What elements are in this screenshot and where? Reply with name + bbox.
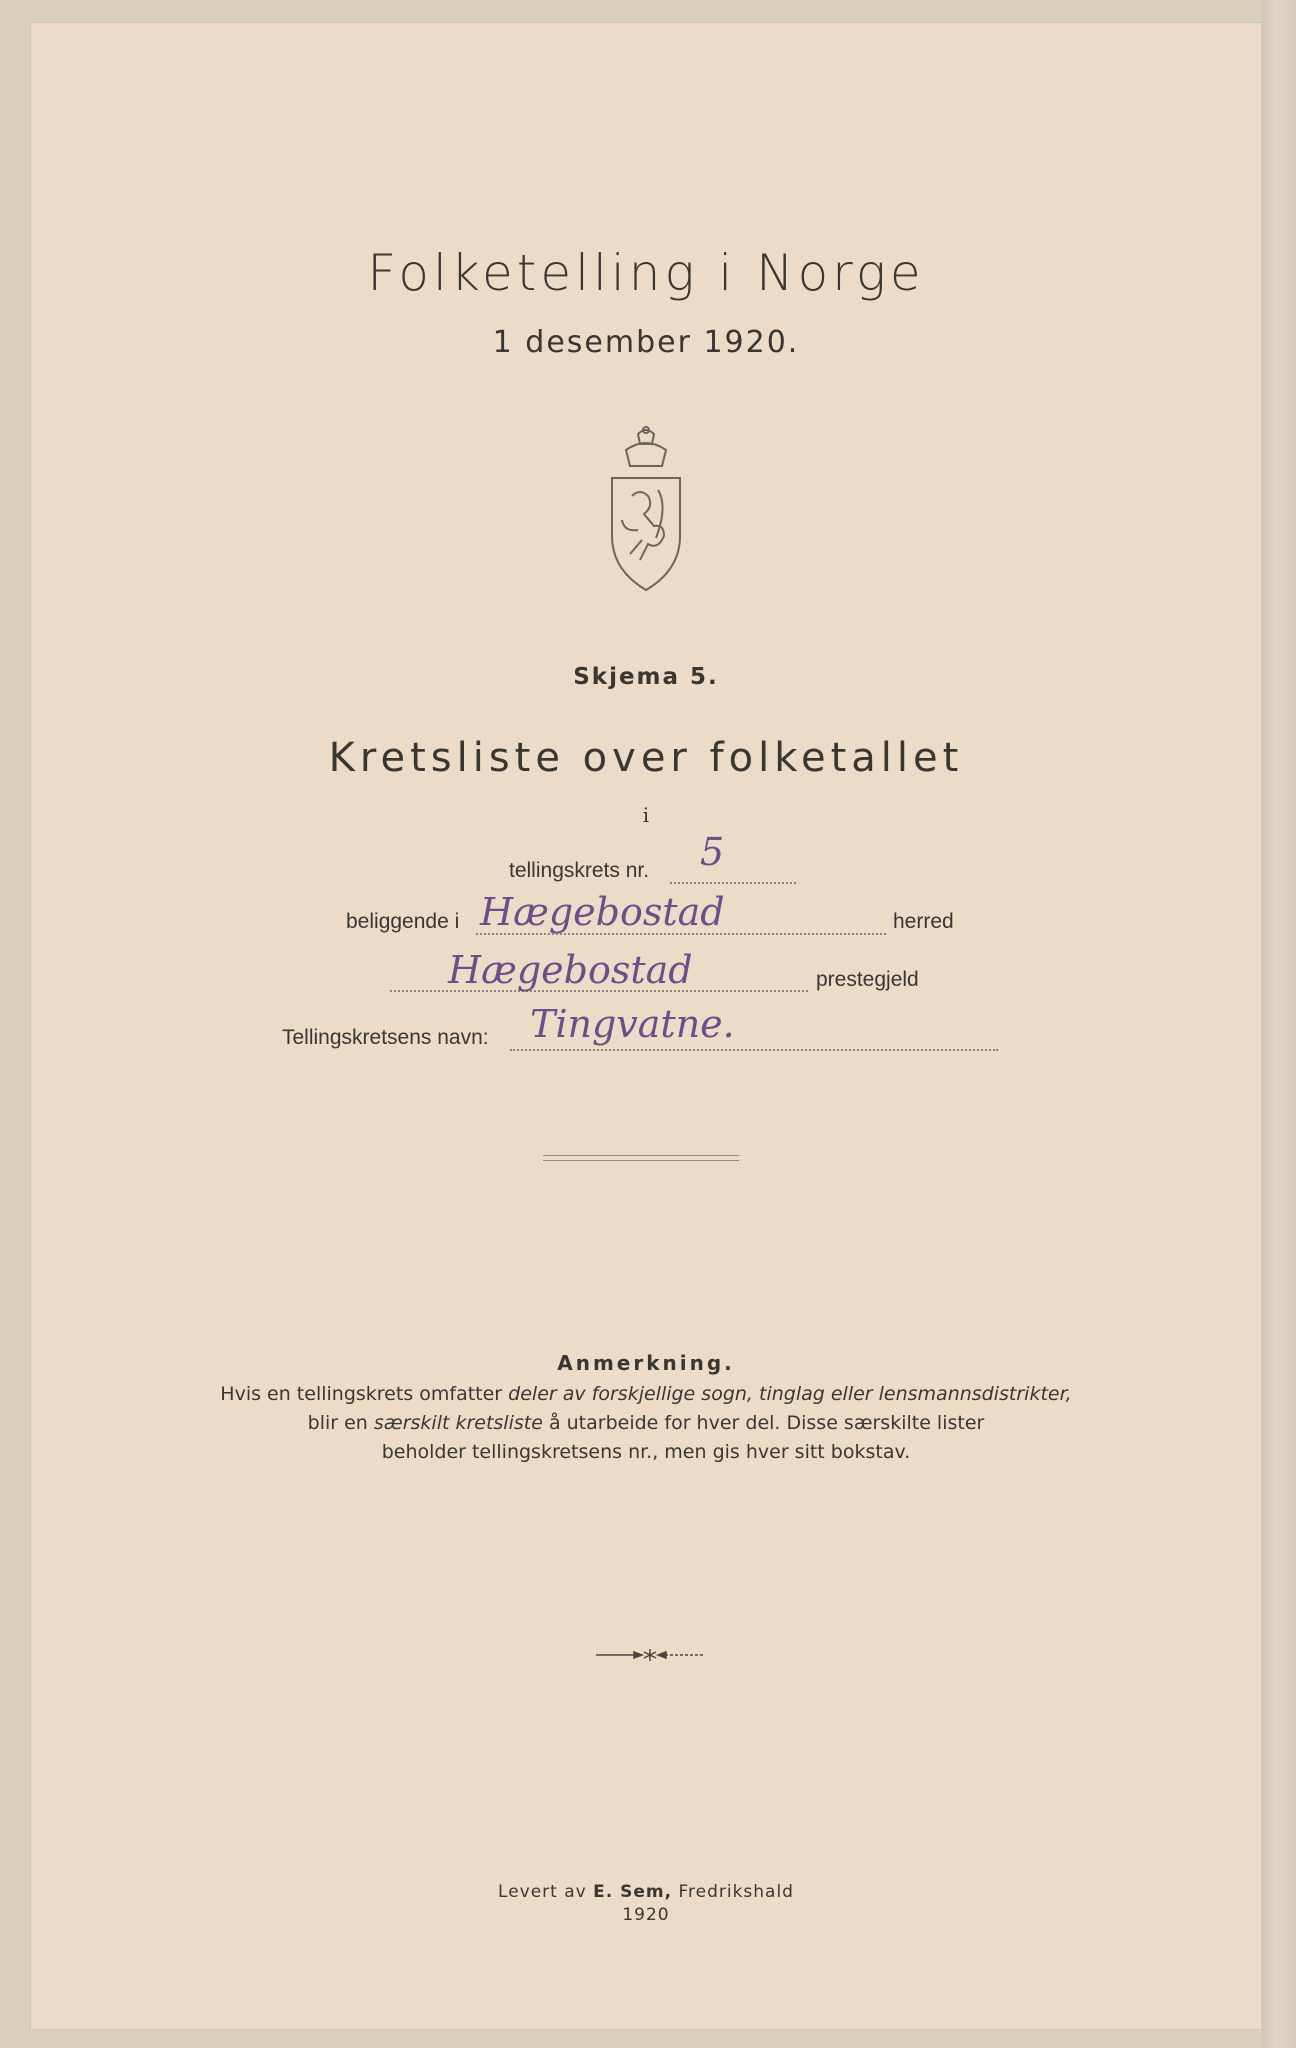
prestegjeld-label: prestegjeld bbox=[816, 968, 919, 991]
print-year: 1920 bbox=[622, 1905, 670, 1925]
note-italic-text: særskilt kretsliste bbox=[373, 1412, 543, 1434]
norwegian-coat-of-arms-icon bbox=[602, 426, 690, 594]
census-date: 1 desember 1920. bbox=[492, 325, 800, 360]
page-edge bbox=[1262, 0, 1296, 2048]
ornament-divider-icon bbox=[590, 1648, 710, 1662]
note-title: Anmerkning. bbox=[557, 1351, 735, 1375]
krets-name-field: Tingvatne. bbox=[530, 1002, 735, 1046]
note-line-1 bbox=[190, 1380, 1102, 1409]
herred-label: herred bbox=[893, 910, 954, 933]
krets-label: tellingskrets nr. bbox=[509, 859, 650, 882]
note-text: blir en bbox=[307, 1412, 374, 1434]
form-heading: Kretsliste over folketallet bbox=[328, 735, 964, 781]
census-form-page bbox=[30, 22, 1262, 2030]
krets-fill-line bbox=[670, 882, 796, 884]
prestegjeld-name-field: Hægebostad bbox=[448, 948, 693, 992]
note-line-2 bbox=[190, 1409, 1102, 1438]
printer-name: E. Sem, bbox=[593, 1882, 673, 1902]
beliggende-label: beliggende i bbox=[346, 910, 460, 933]
krets-number-field: 5 bbox=[700, 830, 725, 874]
note-line-3: beholder tellingskretsens nr., men gis hver sitt bokstav. bbox=[381, 1441, 911, 1463]
herred-name-field: Hægebostad bbox=[480, 890, 725, 934]
krets-name-fill-line bbox=[510, 1049, 998, 1051]
page-title: Folketelling i Norge bbox=[367, 244, 925, 302]
krets-name-label: Tellingskretsens navn: bbox=[282, 1026, 489, 1049]
form-number: Skjema 5. bbox=[573, 664, 719, 690]
section-divider bbox=[543, 1155, 739, 1161]
printer-prefix: Levert av bbox=[498, 1882, 594, 1902]
printer-place: Fredrikshald bbox=[672, 1882, 794, 1902]
note-text: Hvis en tellingskrets omfatter bbox=[220, 1383, 509, 1405]
note-text: å utarbeide for hver del. Disse særskilte lister bbox=[542, 1412, 985, 1434]
printer-credit bbox=[30, 1882, 1262, 1902]
note-italic-text: deler av forskjellige sogn, tinglag eller lensmannsdistrikter, bbox=[508, 1383, 1072, 1405]
preposition-i: i bbox=[642, 803, 650, 827]
